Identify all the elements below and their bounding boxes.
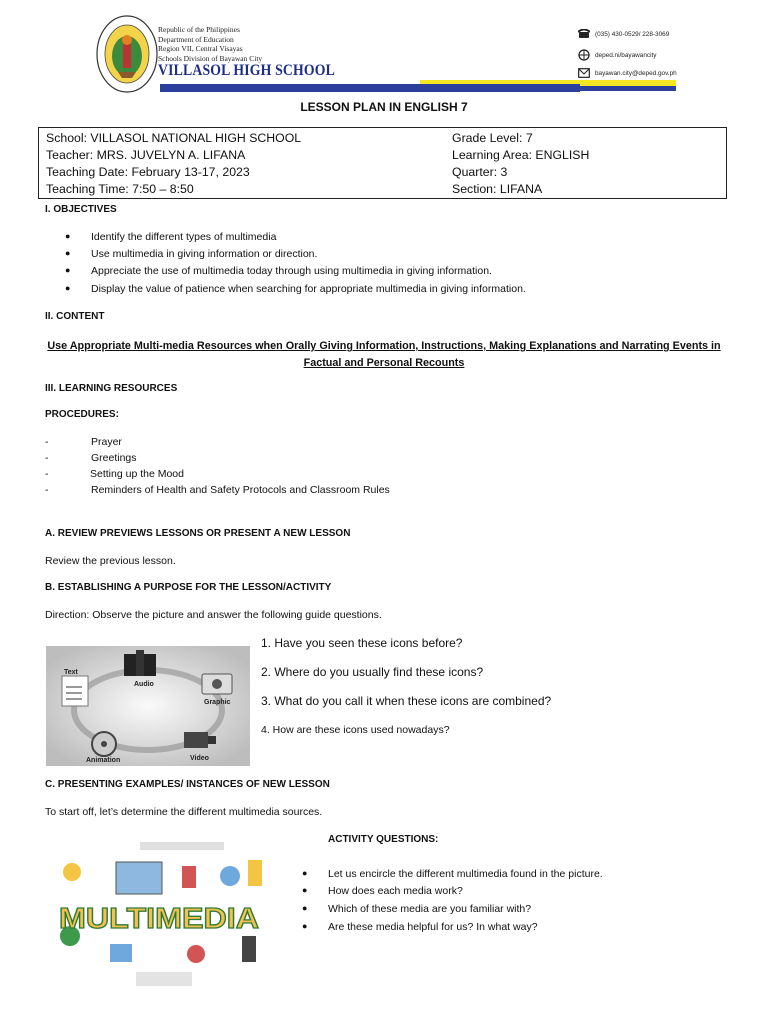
objective-item — [65, 265, 492, 277]
division-seal-logo — [96, 14, 158, 94]
objective-item — [65, 283, 526, 295]
objective-item — [65, 248, 318, 260]
contact-phone-text: (035) 430-0529/ 228-3069 — [595, 30, 670, 38]
activity-item — [302, 868, 603, 880]
collage-word: MULTIMEDIA — [59, 903, 260, 935]
objective-item — [65, 231, 277, 243]
mail-icon — [578, 68, 590, 78]
activity-item — [302, 903, 532, 915]
lesson-info-table — [38, 127, 727, 199]
procedure-item: Prayer — [91, 436, 122, 448]
content-heading: II. CONTENT — [45, 311, 105, 322]
address-line: Schools Division of Bayawan City — [158, 53, 263, 63]
address-line: Republic of the Philippines — [158, 25, 240, 34]
bullet: ● — [65, 265, 71, 275]
contact-email — [578, 68, 677, 78]
info-area: Learning Area: ENGLISH — [452, 148, 590, 162]
objective-text: Display the value of patience when searching for appropriate multimedia in giving information. — [91, 283, 526, 295]
guide-question: 4. How are these icons used nowadays? — [261, 724, 450, 736]
section-c-text: To start off, let’s determine the different multimedia sources. — [45, 806, 323, 818]
image-label-animation: Animation — [86, 757, 121, 764]
info-school: School: VILLASOL NATIONAL HIGH SCHOOL — [46, 131, 302, 145]
info-time: Teaching Time: 7:50 – 8:50 — [46, 182, 194, 196]
procedure-dash: - — [45, 436, 49, 448]
info-quarter: Quarter: 3 — [452, 165, 508, 179]
address-block — [158, 25, 262, 63]
document-title: LESSON PLAN IN ENGLISH 7 — [300, 100, 468, 114]
procedure-dash: - — [45, 484, 49, 496]
guide-question: 3. What do you call it when these icons are combined? — [261, 694, 552, 708]
activity-text: Are these media helpful for us? In what way? — [328, 921, 538, 933]
multimedia-icons-image — [46, 646, 250, 766]
contact-facebook — [578, 49, 656, 61]
section-b-heading: B. ESTABLISHING A PURPOSE FOR THE LESSON/ACTIVITY — [45, 582, 332, 593]
info-grade: Grade Level: 7 — [452, 131, 533, 145]
image-label-audio: Audio — [134, 681, 154, 688]
objective-text: Appreciate the use of multimedia today through using multimedia in giving information. — [91, 265, 492, 277]
contact-facebook-text: deped.ni/bayawancity — [595, 51, 657, 59]
resources-heading: III. LEARNING RESOURCES — [45, 383, 178, 394]
section-b-text: Direction: Observe the picture and answer the following guide questions. — [45, 609, 382, 621]
activity-text: Which of these media are you familiar with? — [328, 903, 532, 915]
bullet: ● — [65, 248, 71, 258]
address-line: Department of Education — [158, 34, 234, 44]
info-date: Teaching Date: February 13-17, 2023 — [46, 165, 250, 179]
contact-email-text: bayawan.city@deped.gov.ph — [595, 69, 677, 77]
bullet: ● — [302, 868, 308, 878]
activity-item — [302, 921, 538, 933]
header-blue-bar-right — [580, 86, 676, 91]
objective-text: Use multimedia in giving information or direction. — [91, 248, 318, 260]
activity-text: Let us encircle the different multimedia found in the picture. — [328, 868, 603, 880]
bullet: ● — [302, 903, 308, 913]
section-a-heading: A. REVIEW PREVIEWS LESSONS OR PRESENT A NEW LESSON — [45, 528, 351, 539]
guide-question: 1. Have you seen these icons before? — [261, 636, 463, 650]
bullet: ● — [65, 231, 71, 241]
info-section: Section: LIFANA — [452, 182, 543, 196]
activity-questions-heading: ACTIVITY QUESTIONS: — [328, 834, 439, 845]
bullet: ● — [302, 921, 308, 931]
phone-icon — [578, 29, 590, 39]
image-label-graphic: Graphic — [204, 699, 231, 706]
content-topic-line: Use Appropriate Multi-media Resources when Orally Giving Information, Instructions, Making Explanations and Narrating Events in — [47, 340, 721, 352]
address-line: Region VII, Central Visayas — [158, 44, 243, 53]
procedure-item: Greetings — [91, 452, 137, 464]
multimedia-collage-image — [46, 838, 272, 994]
procedure-item: Setting up the Mood — [90, 468, 184, 480]
activity-text: How does each media work? — [328, 885, 463, 897]
procedure-dash: - — [45, 468, 49, 480]
globe-icon — [578, 49, 590, 61]
procedures-heading: PROCEDURES: — [45, 409, 119, 420]
image-label-video: Video — [190, 755, 209, 762]
section-a-text: Review the previous lesson. — [45, 555, 176, 567]
content-topic — [40, 338, 728, 372]
guide-question: 2. Where do you usually find these icons? — [261, 665, 484, 679]
header-blue-bar — [160, 84, 580, 92]
activity-item — [302, 885, 463, 897]
info-teacher: Teacher: MRS. JUVELYN A. LIFANA — [46, 148, 246, 162]
procedure-dash: - — [45, 452, 49, 464]
content-topic-line: Factual and Personal Recounts — [303, 357, 465, 369]
bullet: ● — [302, 885, 308, 895]
section-c-heading: C. PRESENTING EXAMPLES/ INSTANCES OF NEW LESSON — [45, 779, 330, 790]
bullet: ● — [65, 283, 71, 293]
objective-text: Identify the different types of multimedia — [91, 231, 277, 243]
procedure-item: Reminders of Health and Safety Protocols and Classroom Rules — [91, 484, 390, 496]
image-label-text: Text — [64, 669, 78, 676]
objectives-heading: I. OBJECTIVES — [45, 204, 117, 215]
contact-phone — [578, 29, 669, 39]
school-name: VILLASOL HIGH SCHOOL — [158, 62, 336, 79]
